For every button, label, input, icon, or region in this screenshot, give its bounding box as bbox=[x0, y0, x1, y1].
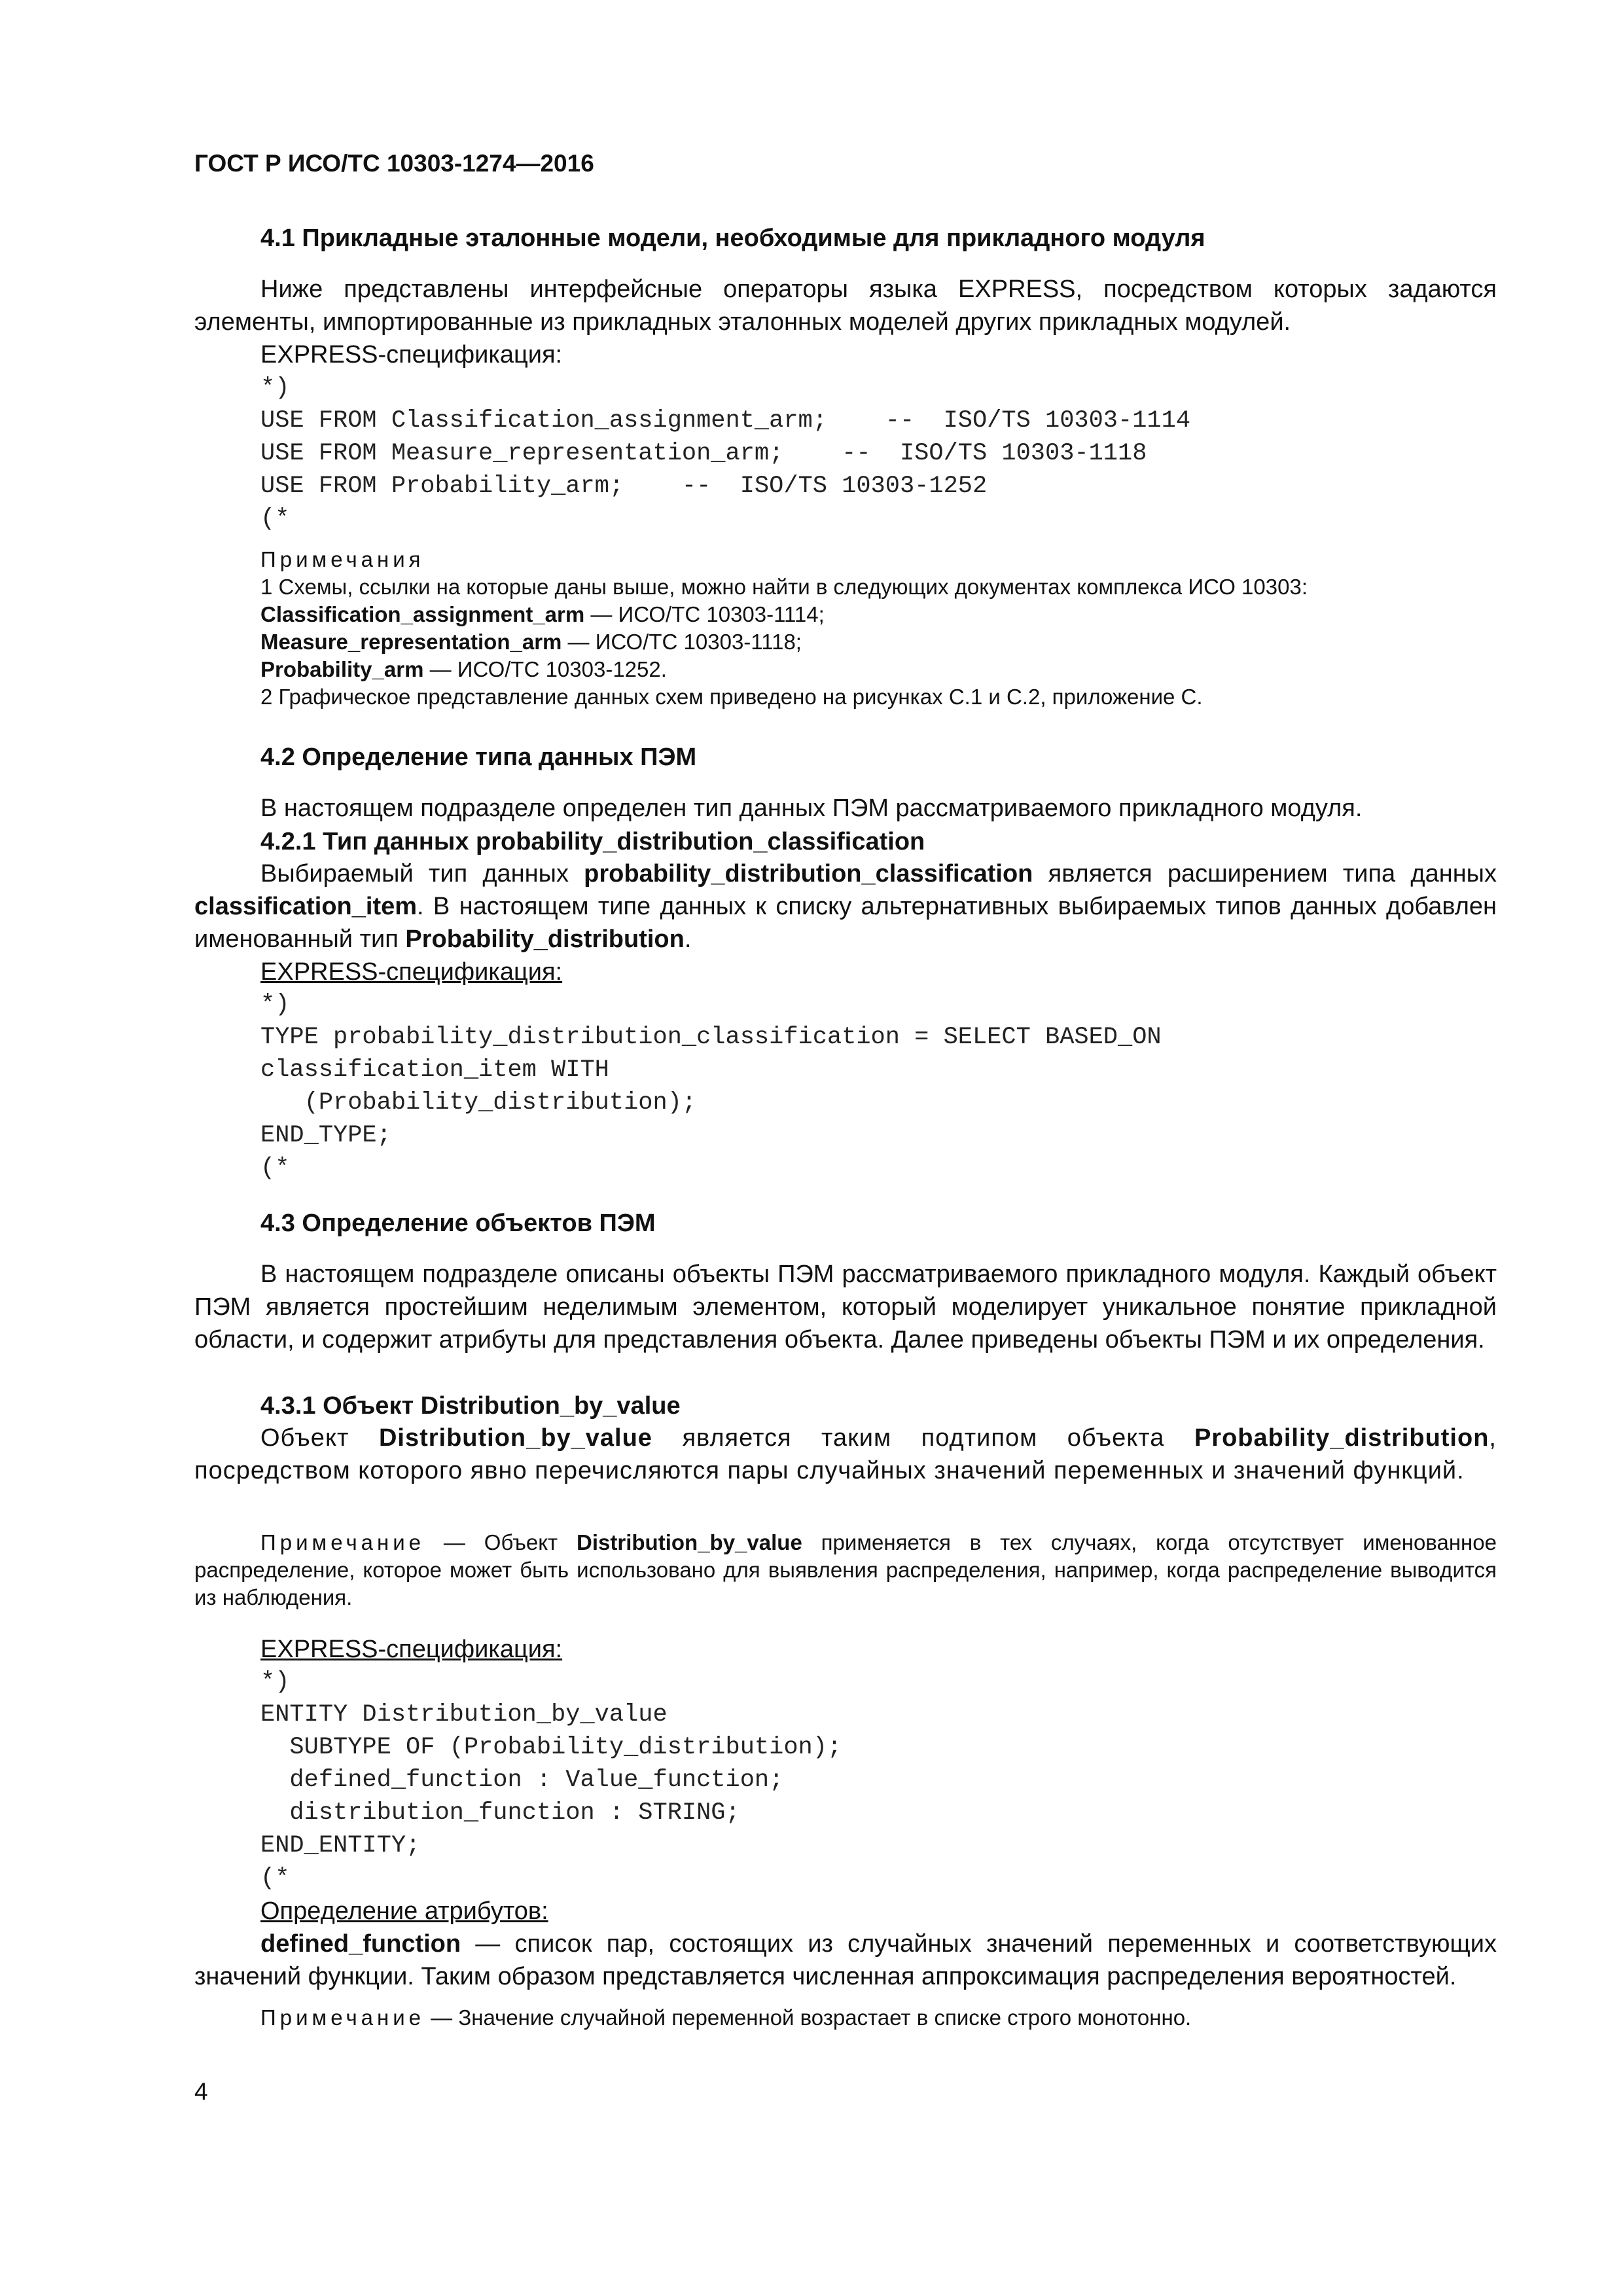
section-4-3-paragraph: В настоящем подразделе описаны объекты ПЭМ рассматриваемого прикладного модуля. Каждый объект ПЭМ является простейшим неделимым элементом, который моделирует уникальное понятие прикладной области, и содержит атрибуты для представления объекта. Далее приведены объекты ПЭМ и их определения. bbox=[194, 1261, 1497, 1354]
text-run: . В настоящем типе данных к списку альтернативных выбираемых типов данных добавлен именованный тип bbox=[194, 893, 1497, 953]
note-label: Примечание bbox=[260, 1530, 425, 1554]
note-reference bbox=[260, 601, 1491, 628]
section-4-3-title: 4.3 Определение объектов ПЭМ bbox=[260, 1210, 656, 1237]
text-run: — список пар, состоящих из случайных значений переменных и соответствующих значений функции. Таким образом представляется численная аппроксимация распределения вероятностей. bbox=[194, 1930, 1497, 1990]
reference-document: — ИСО/ТС 10303-1252. bbox=[423, 657, 667, 681]
notes-title: Примечания bbox=[260, 547, 425, 571]
subsection-4-2-1-title: 4.2.1 Тип данных probability_distribution_classification bbox=[260, 828, 925, 855]
entity-name: Distribution_by_value bbox=[378, 1424, 652, 1452]
text-run: — Значение случайной переменной возрастает в списке строго монотонно. bbox=[425, 2005, 1192, 2030]
code-line: (Probability_distribution); bbox=[260, 1089, 697, 1117]
section-4-2-title: 4.2 Определение типа данных ПЭМ bbox=[260, 744, 697, 771]
document-header: ГОСТ Р ИСО/ТС 10303-1274—2016 bbox=[194, 150, 594, 177]
entity-note bbox=[194, 1529, 1497, 1611]
code-line: END_TYPE; bbox=[260, 1122, 391, 1149]
code-line: (* bbox=[260, 1865, 290, 1892]
express-spec-label: EXPRESS-спецификация: bbox=[260, 1636, 563, 1663]
reference-schema-name: Probability_arm bbox=[260, 657, 424, 681]
section-4-2-paragraph: В настоящем подразделе определен тип данных ПЭМ рассматриваемого прикладного модуля. bbox=[260, 795, 1363, 822]
code-line: END_ENTITY; bbox=[260, 1832, 421, 1859]
text-run: применяется в тех случаях, когда отсутствует именованное распределение, которое может быть использовано для выявления распределения, например, когда распределение выводится из наблюдения. bbox=[194, 1530, 1497, 1609]
section-4-1-paragraph: Ниже представлены интерфейсные операторы языка EXPRESS, посредством которых задаются элементы, импортированные из прикладных эталонных моделей других прикладных модулей. bbox=[194, 276, 1497, 336]
code-line: *) bbox=[260, 374, 290, 402]
text-run: является таким подтипом объекта bbox=[652, 1424, 1194, 1452]
attribute-name: defined_function bbox=[260, 1930, 461, 1958]
note-2: 2 Графическое представление данных схем приведено на рисунках С.1 и С.2, приложение С. bbox=[260, 685, 1203, 709]
entity-name: Probability_distribution bbox=[1194, 1424, 1489, 1452]
note-1: 1 Схемы, ссылки на которые даны выше, можно найти в следующих документах комплекса ИСО 10303: bbox=[260, 575, 1308, 599]
reference-document: — ИСО/ТС 10303-1114; bbox=[584, 602, 825, 626]
reference-schema-name: Classification_assignment_arm bbox=[260, 602, 585, 626]
code-line: distribution_function : STRING; bbox=[260, 1799, 740, 1827]
code-line: USE FROM Measure_representation_arm; -- ISO/TS 10303-1118 bbox=[260, 440, 1147, 467]
entity-name: Distribution_by_value bbox=[577, 1530, 802, 1554]
section-4-1-title: 4.1 Прикладные эталонные модели, необходимые для прикладного модуля bbox=[260, 224, 1205, 252]
subsection-4-3-1-paragraph bbox=[194, 1422, 1497, 1487]
reference-schema-name: Measure_representation_arm bbox=[260, 630, 562, 654]
type-name: Probability_distribution bbox=[405, 925, 685, 953]
text-run: Объект bbox=[260, 1424, 379, 1452]
note-reference bbox=[260, 628, 1491, 656]
note-reference bbox=[260, 656, 1491, 683]
express-spec-label: EXPRESS-спецификация: bbox=[260, 341, 563, 368]
code-line: USE FROM Classification_assignment_arm; -- ISO/TS 10303-1114 bbox=[260, 407, 1191, 435]
code-line: defined_function : Value_function; bbox=[260, 1767, 784, 1794]
attribute-note bbox=[194, 2004, 1497, 2032]
page-number: 4 bbox=[194, 2078, 208, 2105]
text-run: . bbox=[684, 925, 692, 953]
code-line: ENTITY Distribution_by_value bbox=[260, 1701, 668, 1729]
text-run: Выбираемый тип данных bbox=[260, 860, 584, 888]
subsection-4-2-1-paragraph bbox=[194, 857, 1497, 956]
code-line: classification_item WITH bbox=[260, 1056, 609, 1084]
code-line: SUBTYPE OF (Probability_distribution); bbox=[260, 1734, 842, 1761]
note-label: Примечание bbox=[260, 2005, 425, 2030]
text-run: является расширением типа данных bbox=[1033, 860, 1497, 888]
reference-document: — ИСО/ТС 10303-1118; bbox=[562, 630, 802, 654]
code-line: USE FROM Probability_arm; -- ISO/TS 10303-1252 bbox=[260, 473, 988, 500]
code-line: (* bbox=[260, 505, 290, 533]
code-line: *) bbox=[260, 1668, 290, 1696]
code-line: TYPE probability_distribution_classification = SELECT BASED_ON bbox=[260, 1024, 1162, 1051]
subsection-4-3-1-title: 4.3.1 Объект Distribution_by_value bbox=[260, 1392, 681, 1420]
attribute-definition bbox=[194, 1928, 1497, 1993]
type-name: probability_distribution_classification bbox=[584, 860, 1033, 888]
text-run: , посредством которого явно перечисляются пары случайных значений переменных и значений функций. bbox=[194, 1424, 1497, 1484]
code-line: *) bbox=[260, 991, 290, 1018]
code-line: (* bbox=[260, 1155, 290, 1182]
express-spec-label: EXPRESS-спецификация: bbox=[260, 958, 563, 986]
type-name: classification_item bbox=[194, 893, 418, 920]
attributes-label: Определение атрибутов: bbox=[260, 1897, 548, 1925]
text-run: — Объект bbox=[425, 1530, 577, 1554]
